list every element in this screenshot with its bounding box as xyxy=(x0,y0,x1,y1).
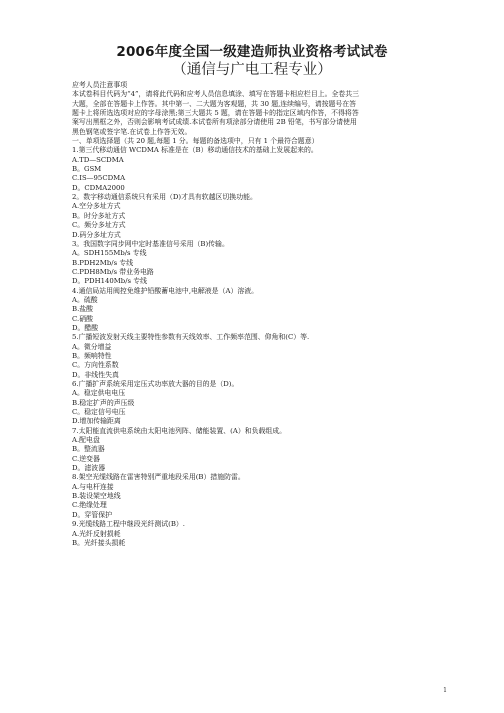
question-option: A.光纤反射损耗 xyxy=(72,529,121,538)
question-option: D.增加传输距离 xyxy=(72,417,121,426)
question-option: B.稳定扩声的声压级 xyxy=(72,398,135,407)
question-stem: 1.第三代移动通信 WCDMA 标准是在（B）移动通信技术的基础上发展起来的。 xyxy=(72,146,318,155)
document-subtitle: （通信与广电工程专业） xyxy=(172,62,332,78)
question-option: A。稳定供电电压 xyxy=(72,389,126,398)
question-stem: 5.广播短波发射天线主要特性参数有天线效率、工作频率范围、仰角和(C）等. xyxy=(72,333,310,342)
question-option: C.硝酸 xyxy=(72,314,93,323)
notice-line: 案写出黑框之外，否则会影响考试成绩.本试卷所有项涂部分请使用 2B 铅笔，书写部分请使用 xyxy=(72,118,357,127)
question-option: D。PDH140Mb/s 专线 xyxy=(72,277,148,286)
question-stem: 6.广播扩声系统采用定压式功率放大器的目的是（D)。 xyxy=(72,380,239,388)
question-option: D。穿管保护 xyxy=(72,510,112,519)
question-stem: 3。我国数字同步网中定时基准信号采用（B)传输。 xyxy=(72,239,229,248)
question-option: B。时分多址方式 xyxy=(72,211,126,220)
question-option: B。频响特性 xyxy=(72,351,112,360)
notice-line: 大题，全部在答题卡上作答。其中第一、二大题为客观题，共 30 题,连续编号，请按题号在答 xyxy=(72,99,357,108)
question-option: A.配电盘 xyxy=(72,436,100,445)
page-number: 1 xyxy=(443,687,447,694)
question-option: D。CDMA2000 xyxy=(72,183,125,192)
question-option: D.码分多址方式 xyxy=(72,230,121,239)
question-stem: 4.通信局站用阀控免维护铅酸蓄电池中,电解液是（A）溶液。 xyxy=(72,286,259,295)
question-option: B.装设架空地线 xyxy=(72,492,121,501)
notice-heading: 应考人员注意事项 xyxy=(72,81,128,89)
question-option: B.盐酸 xyxy=(72,305,94,314)
question-option: B.PDH2Mb/s 专线 xyxy=(72,258,134,267)
question-option: C。稳定信号电压 xyxy=(72,408,126,417)
question-option: A。微分增益 xyxy=(72,342,112,351)
question-option: B。GSM xyxy=(72,165,102,174)
question-option: A.空分多址方式 xyxy=(72,202,121,211)
question-option: C.逆变器 xyxy=(72,454,100,463)
question-option: D。醋酸 xyxy=(72,323,99,332)
question-option: B。整流器 xyxy=(72,445,105,454)
question-option: D。非线性失真 xyxy=(72,370,119,379)
question-stem: 7.太阳能直流供电系统由太阳电池列阵、储能装置、(A）和负载组成。 xyxy=(72,426,287,435)
question-option: A.TD—SCDMA xyxy=(72,155,124,164)
question-option: C.IS—95CDMA xyxy=(72,174,126,183)
question-option: C。频分多址方式 xyxy=(72,221,126,230)
notice-line: 本试卷科目代码为“4”，请将此代码和应考人员信息填涂、填写在答题卡相应栏目上。全卷共三 xyxy=(72,90,360,99)
question-option: D。滤波器 xyxy=(72,464,106,473)
section-heading: 一、单项选择题（共 20 题,每题 1 分。每题的备选项中，只有 1 个最符合题意） xyxy=(72,137,319,146)
question-stem: 8.架空光缆线路在雷害特别严重地段采用(B）措施防雷。 xyxy=(72,473,245,482)
question-option: A。硫酸 xyxy=(72,295,98,304)
question-option: C.PDH8Mb/s 带业务电路 xyxy=(72,267,154,276)
document-title: 2006年度全国一级建造师执业资格考试试卷 xyxy=(116,44,388,60)
question-option: A。SDH155Mb/s 专线 xyxy=(72,249,147,258)
notice-line: 题卡上将所选选项对应的字母涂黑;第三大题共 5 题，请在答题卡的指定区域内作答，不得将答 xyxy=(72,109,359,118)
notice-line: 黑色钢笔或签字笔.在试卷上作答无效。 xyxy=(72,127,192,136)
question-option: B。光纤接头损耗 xyxy=(72,538,126,547)
question-stem: 2。数字移动通信系统只有采用（D)才具有软越区切换功能。 xyxy=(72,193,257,202)
question-option: C.绝缘处理 xyxy=(72,501,107,510)
question-option: A.与电杆连接 xyxy=(72,482,114,491)
document-body xyxy=(72,81,442,548)
question-stem: 9.光缆线路工程中继段光纤测试(B）. xyxy=(72,520,185,529)
question-option: C。方向性系数 xyxy=(72,361,119,370)
